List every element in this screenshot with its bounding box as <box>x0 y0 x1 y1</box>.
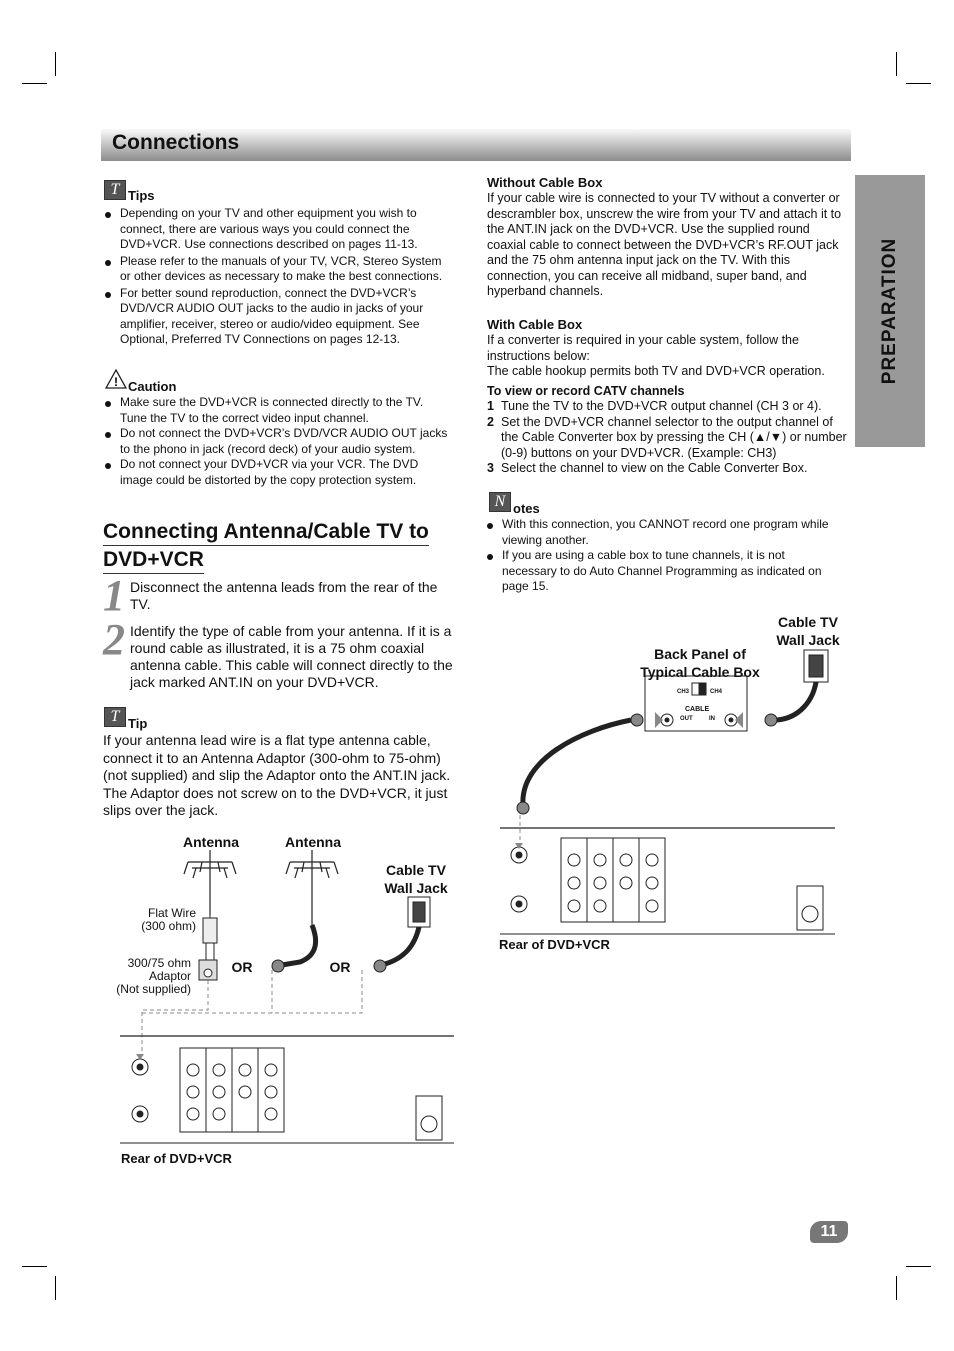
page-number: 11 <box>810 1221 848 1243</box>
with-cable-box-text: The cable hookup permits both TV and DVD+VCR operation. <box>487 364 825 378</box>
section-header <box>101 129 851 161</box>
svg-text:!: ! <box>114 375 118 389</box>
tip-heading: Tip <box>128 716 148 731</box>
crop-mark <box>896 1276 897 1300</box>
rear-of-dvd-vcr-label: Rear of DVD+VCR <box>121 1151 232 1166</box>
section-heading-line1: Connecting Antenna/Cable TV to <box>103 518 429 546</box>
list-item: 3 Select the channel to view on the Cable Converter Box. <box>487 461 808 475</box>
antenna-label: Antenna <box>183 834 239 850</box>
crop-mark <box>22 1266 47 1267</box>
list-item: With this connection, you CANNOT record one program while viewing another. <box>485 517 841 548</box>
cable-tv-wall-jack-label: Cable TV Wall Jack <box>776 614 840 648</box>
or-label: OR <box>231 959 253 975</box>
list-item: Make sure the DVD+VCR is connected directly to the TV. Tune the TV to the correct video input channel. <box>103 395 453 426</box>
cable-tv-wall-jack-label: Cable TV Wall Jack <box>384 862 448 896</box>
rear-panel <box>511 838 823 930</box>
section-heading <box>103 518 458 574</box>
step-text: Disconnect the antenna leads from the rear of the TV. <box>130 579 438 612</box>
wall-jack-icon <box>408 897 430 927</box>
or-label: OR <box>329 959 351 975</box>
rear-panel <box>132 1048 442 1140</box>
crop-mark <box>22 83 47 84</box>
crop-mark <box>55 52 56 76</box>
crop-mark <box>896 52 897 76</box>
list-item: Do not connect your DVD+VCR via your VCR. The DVD image could be distorted by the copy protection system. <box>103 457 453 488</box>
section-heading-line2: DVD+VCR <box>103 546 204 574</box>
cable-box-panel <box>645 676 747 731</box>
without-cable-box-heading: Without Cable Box <box>487 175 603 190</box>
list-item: For better sound reproduction, connect the DVD+VCR’s DVD/VCR AUDIO OUT jacks to the audio in jacks of your amplifier, receiver, stereo or audio/video equipment. See Optional, Preferred TV Connections on pages 12-13. <box>103 286 453 348</box>
step-number: 2 <box>103 615 125 664</box>
caution-list <box>103 395 453 488</box>
cable-box-in-label: IN <box>709 716 715 722</box>
cable-box-out-label: OUT <box>680 716 693 722</box>
cable-box-ch3-label: CH3 <box>677 689 690 695</box>
flat-wire-label: Flat Wire (300 ohm) <box>141 906 196 933</box>
adaptor-icon <box>199 960 217 980</box>
coax-cable <box>523 720 631 805</box>
page-title: Connections <box>112 131 240 154</box>
rear-of-dvd-vcr-label: Rear of DVD+VCR <box>499 937 610 952</box>
adaptor-label: 300/75 ohm Adaptor (Not supplied) <box>116 956 191 996</box>
side-tab-label: PREPARATION <box>879 237 900 385</box>
side-tab <box>855 175 925 447</box>
with-cable-box-heading: With Cable Box <box>487 317 583 332</box>
coax-cable <box>282 925 316 965</box>
tips-heading: Tips <box>128 188 155 203</box>
list-item: Please refer to the manuals of your TV, VCR, Stereo System or other devices as necessary to make the best connections. <box>103 254 453 285</box>
cable-box-back-panel-label: Back Panel of Typical Cable Box <box>640 646 760 680</box>
tip-icon: T <box>104 707 126 727</box>
notes-icon: N <box>489 492 511 512</box>
caution-heading: Caution <box>128 379 177 394</box>
cable-box-cable-label: CABLE <box>685 706 710 713</box>
caution-icon <box>105 369 127 394</box>
crop-mark <box>55 1276 56 1300</box>
cable-box-ch4-label: CH4 <box>710 689 723 695</box>
list-item: 2 Set the DVD+VCR channel selector to the output channel of the Cable Converter box by pressing the CH (▲/▼) or number (0-9) buttons on your DVD+VCR. (Example: CH3) <box>487 414 847 460</box>
tips-list <box>103 206 453 348</box>
tip-text: If your antenna lead wire is a flat type antenna cable, connect it to an Antenna Adaptor (300-ohm to 75-ohm) (not supplied) and slip the Adaptor onto the ANT.IN jack. The Adaptor does not screw on to the DVD+VCR, it just slips over the jack. <box>103 732 451 818</box>
list-item: If you are using a cable box to tune channels, it is not necessary to do Auto Channel Programming as indicated on page 15. <box>485 548 841 595</box>
list-item: Depending on your TV and other equipment you wish to connect, there are various ways you could connect the DVD+VCR. Use connections described on pages 11-13. <box>103 206 453 253</box>
tip-icon: T <box>104 180 126 200</box>
catv-subheading: To view or record CATV channels <box>487 384 685 398</box>
coax-cable <box>777 682 816 720</box>
list-item: 1 Tune the TV to the DVD+VCR output channel (CH 3 or 4). <box>487 399 822 413</box>
flat-wire-icon <box>203 915 217 960</box>
antenna-icon <box>286 850 338 925</box>
notes-list <box>485 517 841 595</box>
catv-steps <box>487 399 849 477</box>
step-number: 1 <box>103 571 125 620</box>
crop-mark <box>906 1266 931 1267</box>
with-cable-box-text: If a converter is required in your cable system, follow the instructions below: <box>487 333 799 363</box>
cable-box-connection-diagram <box>495 640 845 940</box>
crop-mark <box>906 83 931 84</box>
list-item: Do not connect the DVD+VCR’s DVD/VCR AUDIO OUT jacks to the phono in jack (record deck) of your audio system. <box>103 426 453 457</box>
without-cable-box-text: If your cable wire is connected to your TV without a converter or descrambler box, unscrew the wire from your TV and attach it to the ANT.IN jack on the DVD+VCR. Use the supplied round coaxial cable to connect between the DVD+VCR’s RF.OUT jack and the 75 ohm antenna input jack on the TV. With this connection, you can receive all midband, super band, and hyperband channels. <box>487 191 842 298</box>
wall-jack-icon <box>804 650 828 682</box>
notes-heading: otes <box>513 501 540 516</box>
antenna-label: Antenna <box>285 834 341 850</box>
coax-cable <box>385 927 419 964</box>
step-text: Identify the type of cable from your antenna. If it is a round cable as illustrated, it is a 75 ohm coaxial antenna cable. This cable will connect directly to the jack marked ANT.IN on your DVD+VCR. <box>130 623 453 690</box>
